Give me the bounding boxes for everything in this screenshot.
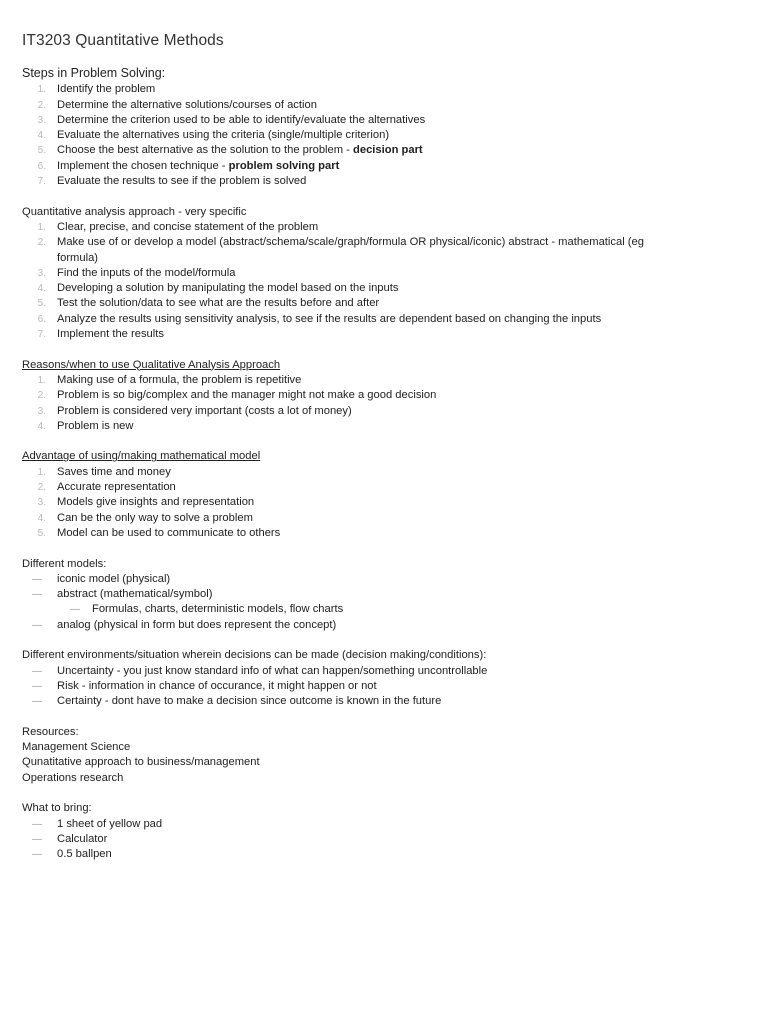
item-number: 3. (37, 114, 46, 126)
list-item (22, 327, 746, 342)
quant-heading (22, 205, 746, 220)
list-item (22, 817, 746, 832)
list-item (22, 220, 746, 235)
item-number: 5. (37, 145, 46, 157)
item-text: abstract (mathematical/symbol) (57, 588, 213, 601)
item-number: 4. (37, 512, 46, 524)
item-number: 3. (37, 405, 46, 417)
item-number: 4. (37, 283, 46, 295)
item-number: 3. (37, 267, 46, 279)
list-item (22, 465, 746, 480)
item-number: 7. (37, 329, 46, 341)
item-text: Can be the only way to solve a problem (57, 511, 253, 524)
list-item (22, 388, 746, 403)
list-item (22, 281, 746, 296)
environments-heading: Different environments/situation wherein decisions can be made (decision making/conditions): (22, 649, 487, 662)
item-text: Risk - information in chance of occurance, it might happen or not (57, 679, 377, 692)
bring-heading: What to bring: (22, 802, 92, 815)
dash-marker: — (32, 589, 42, 601)
quant-list (22, 220, 746, 342)
environments-section (22, 648, 746, 709)
list-item (22, 679, 746, 694)
item-number: 2. (37, 390, 46, 402)
resource-line: Qunatitative approach to business/management (22, 756, 260, 769)
dash-marker: — (70, 604, 80, 616)
item-text: Model can be used to communicate to others (57, 526, 281, 539)
advantage-list (22, 465, 746, 541)
list-item (22, 664, 746, 679)
item-text: Formulas, charts, deterministic models, flow charts (92, 603, 344, 616)
item-text: Identify the problem (57, 83, 156, 96)
list-item (22, 296, 746, 311)
item-text: Implement the results (57, 328, 164, 341)
steps-section (22, 66, 746, 189)
list-item (22, 495, 746, 510)
item-text: Saves time and money (57, 465, 171, 478)
item-text: Problem is so big/complex and the manager might not make a good decision (57, 389, 437, 402)
list-item (22, 143, 746, 158)
dash-marker: — (32, 849, 42, 861)
list-item (22, 847, 746, 862)
item-number: 6. (37, 313, 46, 325)
environments-list (22, 664, 746, 710)
item-number: 1. (37, 84, 46, 96)
models-list (22, 572, 746, 633)
item-number: 3. (37, 497, 46, 509)
item-number: 2. (37, 99, 46, 111)
item-number: 4. (37, 420, 46, 432)
item-text: Evaluate the results to see if the problem is solved (57, 175, 307, 188)
list-item (22, 82, 746, 97)
bring-section (22, 801, 746, 862)
advantage-heading: Advantage of using/making mathematical model (22, 450, 261, 463)
list-item (22, 832, 746, 847)
item-text: Clear, precise, and concise statement of the problem (57, 220, 319, 233)
item-text: 1 sheet of yellow pad (57, 817, 163, 830)
item-number: 2. (37, 237, 46, 249)
reasons-heading: Reasons/when to use Qualitative Analysis Approach (22, 358, 281, 371)
item-text: Determine the alternative solutions/courses of action (57, 98, 317, 111)
item-text: Problem is considered very important (costs a lot of money) (57, 404, 352, 417)
quant-heading-suffix: - very specific (175, 205, 247, 218)
item-text: Evaluate the alternatives using the criteria (single/multiple criterion) (57, 129, 390, 142)
item-bold-text: problem solving part (228, 159, 340, 172)
list-item (22, 480, 746, 495)
list-item (22, 174, 746, 189)
item-text: Determine the criterion used to be able to identify/evaluate the alternatives (57, 113, 426, 126)
dash-marker: — (32, 818, 42, 830)
item-text: Certainty - dont have to make a decision since outcome is known in the future (57, 695, 442, 708)
list-item (22, 404, 746, 419)
list-item (22, 419, 746, 434)
dash-marker: — (32, 665, 42, 677)
list-item (22, 511, 746, 526)
list-item (22, 572, 746, 587)
resources-heading: Resources: (22, 725, 79, 738)
list-item (22, 128, 746, 143)
item-text: Uncertainty - you just know standard info of what can happen/something uncontrollable (57, 664, 488, 677)
bring-list (22, 817, 746, 863)
steps-heading: Steps in Problem Solving: (22, 66, 166, 80)
list-item (22, 694, 746, 709)
item-number: 2. (37, 482, 46, 494)
dash-marker: — (32, 833, 42, 845)
list-item (22, 251, 746, 266)
quant-section (22, 205, 746, 343)
item-text: Make use of or develop a model (abstract/schema/scale/graph/formula OR physical/iconic) abstract - mathematical (eg (57, 236, 644, 249)
item-number: 1. (37, 466, 46, 478)
item-text: Choose the best alternative as the solution to the problem - (57, 144, 354, 157)
reasons-section (22, 358, 746, 434)
item-text: Accurate representation (57, 481, 176, 494)
item-number: 1. (37, 221, 46, 233)
item-number: 1. (37, 374, 46, 386)
list-item (22, 602, 746, 617)
list-item (22, 373, 746, 388)
item-text: analog (physical in form but does represent the concept) (57, 618, 337, 631)
list-item (22, 587, 746, 602)
item-text: iconic model (physical) (57, 572, 171, 585)
list-item (22, 266, 746, 281)
item-text: Analyze the results using sensitivity analysis, to see if the results are dependent based on changing the inputs (57, 312, 602, 325)
item-text: Test the solution/data to see what are the results before and after (57, 297, 380, 310)
item-text: Developing a solution by manipulating the model based on the inputs (57, 282, 399, 295)
page-title: IT3203 Quantitative Methods (22, 32, 224, 49)
dash-marker: — (32, 696, 42, 708)
item-number: 7. (37, 176, 46, 188)
item-text: Problem is new (57, 419, 134, 432)
list-item (22, 113, 746, 128)
item-bold-text: decision part (353, 144, 423, 157)
item-text: Implement the chosen technique - (57, 159, 229, 172)
item-text: Calculator (57, 832, 108, 845)
item-number: 5. (37, 298, 46, 310)
reasons-list (22, 373, 746, 434)
resources-section (22, 725, 746, 786)
resource-line: Operations research (22, 771, 124, 784)
item-number: 6. (37, 160, 46, 172)
item-text: Making use of a formula, the problem is repetitive (57, 373, 302, 386)
dash-marker: — (32, 619, 42, 631)
list-item (22, 98, 746, 113)
dash-marker: — (32, 573, 42, 585)
item-number: 4. (37, 130, 46, 142)
list-item (22, 235, 746, 250)
dash-marker: — (32, 680, 42, 692)
item-text: Find the inputs of the model/formula (57, 266, 236, 279)
list-item (22, 159, 746, 174)
resource-line: Management Science (22, 741, 131, 754)
list-item (22, 526, 746, 541)
quant-heading-main: Quantitative analysis approach (22, 205, 175, 218)
item-number: 5. (37, 527, 46, 539)
models-section (22, 557, 746, 633)
item-text: formula) (57, 251, 99, 264)
advantage-section (22, 449, 746, 541)
item-text: 0.5 ballpen (57, 848, 112, 861)
list-item (22, 312, 746, 327)
models-heading: Different models: (22, 557, 107, 570)
steps-list (22, 82, 746, 189)
item-text: Models give insights and representation (57, 496, 255, 509)
list-item (22, 618, 746, 633)
